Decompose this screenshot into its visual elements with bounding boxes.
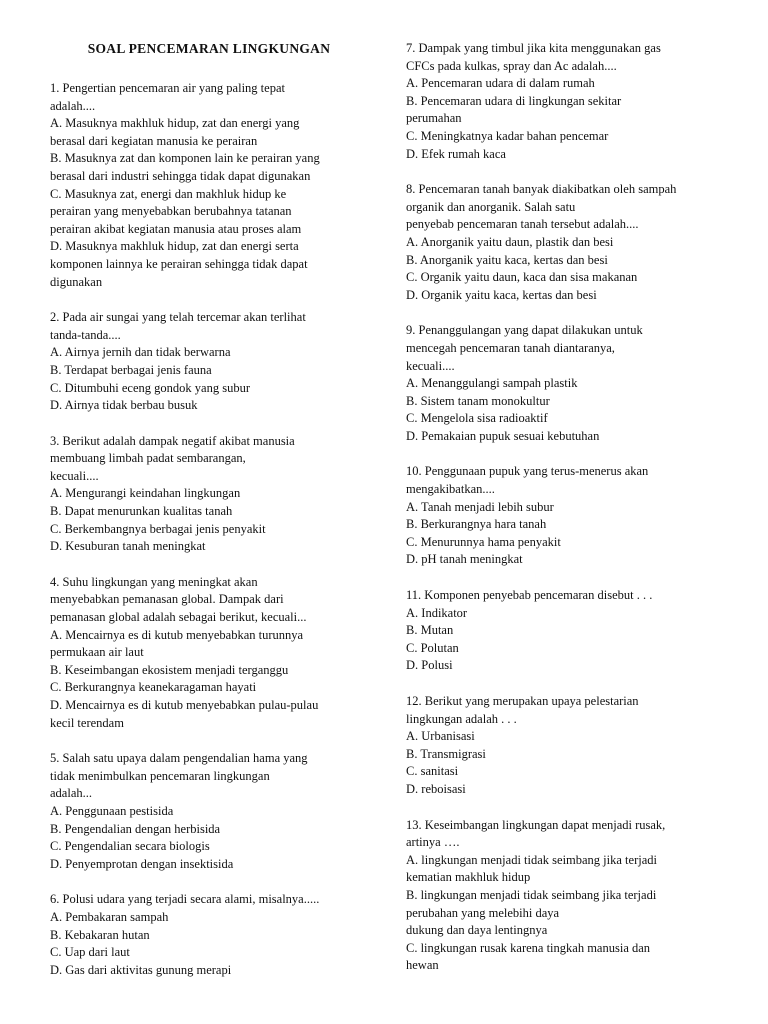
option-text-line: D. Polusi xyxy=(406,658,453,673)
question-text-line: kecuali.... xyxy=(50,468,99,483)
option-d xyxy=(50,397,368,415)
page-title: SOAL PENCEMARAN LINGKUNGAN xyxy=(87,41,331,56)
option-text-line: C. Berkurangnya keanekaragaman hayati xyxy=(50,680,257,695)
question-text-line: tidak menimbulkan pencemaran lingkungan xyxy=(50,768,270,783)
option-text-line: kecil terendam xyxy=(50,715,124,730)
option-text-line: C. Ditumbuhi eceng gondok yang subur xyxy=(50,380,250,395)
option-text-line: berasal dari industri sehingga tidak dapat digunakan xyxy=(50,168,311,183)
option-c xyxy=(50,679,368,697)
question-text-line: CFCs pada kulkas, spray dan Ac adalah.... xyxy=(406,58,617,73)
option-text-line: C. Polutan xyxy=(406,640,459,655)
question-text-line: 4. Suhu lingkungan yang meningkat akan xyxy=(50,574,258,589)
option-b xyxy=(406,252,724,270)
question-9 xyxy=(406,322,724,445)
question-12 xyxy=(406,693,724,799)
option-c xyxy=(50,944,368,962)
option-c xyxy=(50,186,368,239)
question-5 xyxy=(50,750,368,873)
option-text-line: A. Penggunaan pestisida xyxy=(50,803,174,818)
option-text-line: C. Berkembangnya berbagai jenis penyakit xyxy=(50,521,266,536)
question-2 xyxy=(50,309,368,415)
option-b xyxy=(406,622,724,640)
option-d xyxy=(406,287,724,305)
option-text-line: A. Tanah menjadi lebih subur xyxy=(406,499,554,514)
option-c xyxy=(406,940,724,975)
question-text-line: kecuali.... xyxy=(406,358,455,373)
option-a xyxy=(50,803,368,821)
question-8 xyxy=(406,181,724,304)
option-text-line: D. Organik yaitu kaca, kertas dan besi xyxy=(406,287,597,302)
question-text-line: 7. Dampak yang timbul jika kita menggunakan gas xyxy=(406,41,661,55)
question-text-line: adalah... xyxy=(50,786,92,801)
option-b xyxy=(50,927,368,945)
option-text-line: perairan yang menyebabkan berubahnya tatanan xyxy=(50,204,292,219)
option-d xyxy=(406,551,724,569)
option-c xyxy=(406,410,724,428)
option-c xyxy=(50,521,368,539)
question-text-line: 11. Komponen penyebab pencemaran disebut . . . xyxy=(406,588,653,603)
option-text-line: C. Organik yaitu daun, kaca dan sisa makanan xyxy=(406,270,638,285)
question-text-line: 9. Penanggulangan yang dapat dilakukan untuk xyxy=(406,323,643,338)
option-d xyxy=(406,781,724,799)
option-text-line: C. Uap dari laut xyxy=(50,945,130,960)
question-10 xyxy=(406,463,724,569)
option-text-line: digunakan xyxy=(50,274,103,289)
option-text-line: B. Mutan xyxy=(406,623,454,638)
question-text-line: penyebab pencemaran tanah tersebut adalah.... xyxy=(406,217,639,232)
question-text-line: membuang limbah padat sembarangan, xyxy=(50,451,246,466)
question-text-line: mencegah pencemaran tanah diantaranya, xyxy=(406,340,615,355)
option-a xyxy=(406,234,724,252)
option-a xyxy=(406,75,724,93)
option-d xyxy=(406,146,724,164)
option-text-line: A. Indikator xyxy=(406,605,468,620)
option-b xyxy=(406,516,724,534)
right-column xyxy=(406,40,724,993)
option-text-line: D. Gas dari aktivitas gunung merapi xyxy=(50,962,232,977)
option-text-line: A. Menanggulangi sampah plastik xyxy=(406,376,578,391)
question-text-line: 12. Berikut yang merupakan upaya pelestarian xyxy=(406,694,639,708)
option-text-line: B. Pengendalian dengan herbisida xyxy=(50,821,221,836)
option-text-line: A. lingkungan menjadi tidak seimbang jika terjadi xyxy=(406,852,657,867)
question-text-line: 1. Pengertian pencemaran air yang paling tepat xyxy=(50,81,285,95)
option-b xyxy=(406,887,724,940)
question-text-line: artinya …. xyxy=(406,835,460,850)
option-text-line: A. Pembakaran sampah xyxy=(50,909,169,924)
option-text-line: B. Dapat menurunkan kualitas tanah xyxy=(50,504,233,519)
option-a xyxy=(50,627,368,662)
option-d xyxy=(50,856,368,874)
option-text-line: D. Mencairnya es di kutub menyebabkan pulau-pulau xyxy=(50,698,319,712)
option-c xyxy=(50,838,368,856)
question-text-line: 6. Polusi udara yang terjadi secara alami, misalnya..... xyxy=(50,892,320,907)
option-text-line: perubahan yang melebihi daya xyxy=(406,905,560,920)
question-4 xyxy=(50,574,368,732)
option-b xyxy=(406,93,724,128)
option-text-line: B. Masuknya zat dan komponen lain ke perairan yang xyxy=(50,151,320,166)
option-c xyxy=(406,269,724,287)
option-text-line: D. Efek rumah kaca xyxy=(406,146,506,161)
option-text-line: C. Masuknya zat, energi dan makhluk hidup ke xyxy=(50,186,287,201)
option-text-line: C. sanitasi xyxy=(406,764,459,779)
option-text-line: C. Pengendalian secara biologis xyxy=(50,839,210,854)
option-a xyxy=(50,909,368,927)
question-text-line: menyebabkan pemanasan global. Dampak dari xyxy=(50,592,284,607)
question-3 xyxy=(50,433,368,556)
option-text-line: B. Anorganik yaitu kaca, kertas dan besi xyxy=(406,252,608,267)
option-text-line: B. Transmigrasi xyxy=(406,746,486,761)
option-a xyxy=(406,605,724,623)
question-text-line: 2. Pada air sungai yang telah tercemar akan terlihat xyxy=(50,310,306,325)
option-a xyxy=(50,485,368,503)
option-a xyxy=(50,115,368,150)
option-d xyxy=(50,697,368,732)
option-text-line: A. Mengurangi keindahan lingkungan xyxy=(50,486,241,501)
question-text-line: tanda-tanda.... xyxy=(50,327,121,342)
option-d xyxy=(406,428,724,446)
option-d xyxy=(50,962,368,980)
option-text-line: komponen lainnya ke perairan sehingga tidak dapat xyxy=(50,256,308,271)
option-b xyxy=(50,362,368,380)
option-text-line: D. reboisasi xyxy=(406,781,466,796)
question-text-line: 8. Pencemaran tanah banyak diakibatkan oleh sampah xyxy=(406,182,677,197)
question-text-line: organik dan anorganik. Salah satu xyxy=(406,199,576,214)
question-text-line: 5. Salah satu upaya dalam pengendalian hama yang xyxy=(50,751,308,766)
option-text-line: A. Urbanisasi xyxy=(406,729,475,744)
option-text-line: A. Masuknya makhluk hidup, zat dan energi yang xyxy=(50,116,300,131)
question-text-line: 3. Berikut adalah dampak negatif akibat manusia xyxy=(50,433,295,448)
option-text-line: D. Penyemprotan dengan insektisida xyxy=(50,856,234,871)
option-text-line: kematian makhluk hidup xyxy=(406,870,531,885)
option-b xyxy=(50,662,368,680)
question-7 xyxy=(406,40,724,163)
option-b xyxy=(50,503,368,521)
option-b xyxy=(50,821,368,839)
option-text-line: B. Terdapat berbagai jenis fauna xyxy=(50,362,212,377)
option-text-line: B. Keseimbangan ekosistem menjadi terganggu xyxy=(50,662,289,677)
option-text-line: B. Pencemaran udara di lingkungan sekitar xyxy=(406,93,622,108)
right-question-list xyxy=(406,40,724,975)
option-text-line: perairan akibat kegiatan manusia atau proses alam xyxy=(50,221,302,236)
option-c xyxy=(50,380,368,398)
option-text-line: B. lingkungan menjadi tidak seimbang jika terjadi xyxy=(406,887,657,902)
left-question-list xyxy=(50,80,368,979)
option-text-line: A. Airnya jernih dan tidak berwarna xyxy=(50,345,231,360)
option-text-line: C. Menurunnya hama penyakit xyxy=(406,534,561,549)
option-a xyxy=(50,344,368,362)
option-text-line: permukaan air laut xyxy=(50,645,144,660)
option-b xyxy=(406,393,724,411)
option-c xyxy=(406,534,724,552)
question-text-line: lingkungan adalah . . . xyxy=(406,711,517,726)
option-text-line: C. Mengelola sisa radioaktif xyxy=(406,411,548,426)
option-text-line: B. Sistem tanam monokultur xyxy=(406,393,550,408)
question-1 xyxy=(50,80,368,291)
option-c xyxy=(406,128,724,146)
option-text-line: D. Masuknya makhluk hidup, zat dan energi serta xyxy=(50,239,299,254)
option-b xyxy=(406,746,724,764)
option-text-line: berasal dari kegiatan manusia ke perairan xyxy=(50,133,258,148)
question-6 xyxy=(50,891,368,979)
option-text-line: A. Anorganik yaitu daun, plastik dan besi xyxy=(406,234,614,249)
option-text-line: C. Meningkatnya kadar bahan pencemar xyxy=(406,128,609,143)
question-13 xyxy=(406,817,724,975)
option-b xyxy=(50,150,368,185)
option-text-line: D. Pemakaian pupuk sesuai kebutuhan xyxy=(406,428,600,443)
option-c xyxy=(406,640,724,658)
question-text-line: 10. Penggunaan pupuk yang terus-menerus akan xyxy=(406,464,649,479)
question-text-line: 13. Keseimbangan lingkungan dapat menjadi rusak, xyxy=(406,817,666,832)
option-text-line: B. Berkurangnya hara tanah xyxy=(406,517,547,532)
left-column xyxy=(50,40,368,997)
option-d xyxy=(406,657,724,675)
option-text-line: A. Pencemaran udara di dalam rumah xyxy=(406,76,595,91)
option-text-line: A. Mencairnya es di kutub menyebabkan turunnya xyxy=(50,627,304,642)
question-text-line: mengakibatkan.... xyxy=(406,482,495,497)
option-text-line: D. pH tanah meningkat xyxy=(406,552,523,567)
option-d xyxy=(50,538,368,556)
option-a xyxy=(406,375,724,393)
option-text-line: dukung dan daya lentingnya xyxy=(406,923,548,938)
option-text-line: perumahan xyxy=(406,111,462,126)
option-text-line: B. Kebakaran hutan xyxy=(50,927,150,942)
option-a xyxy=(406,852,724,887)
option-text-line: D. Kesuburan tanah meningkat xyxy=(50,539,206,554)
question-11 xyxy=(406,587,724,675)
question-text-line: adalah.... xyxy=(50,98,96,113)
option-text-line: C. lingkungan rusak karena tingkah manusia dan xyxy=(406,940,651,955)
question-text-line: pemanasan global adalah sebagai berikut, kecuali... xyxy=(50,610,307,625)
option-c xyxy=(406,763,724,781)
option-text-line: hewan xyxy=(406,958,439,973)
option-text-line: D. Airnya tidak berbau busuk xyxy=(50,398,198,413)
option-d xyxy=(50,238,368,291)
option-a xyxy=(406,728,724,746)
option-a xyxy=(406,499,724,517)
